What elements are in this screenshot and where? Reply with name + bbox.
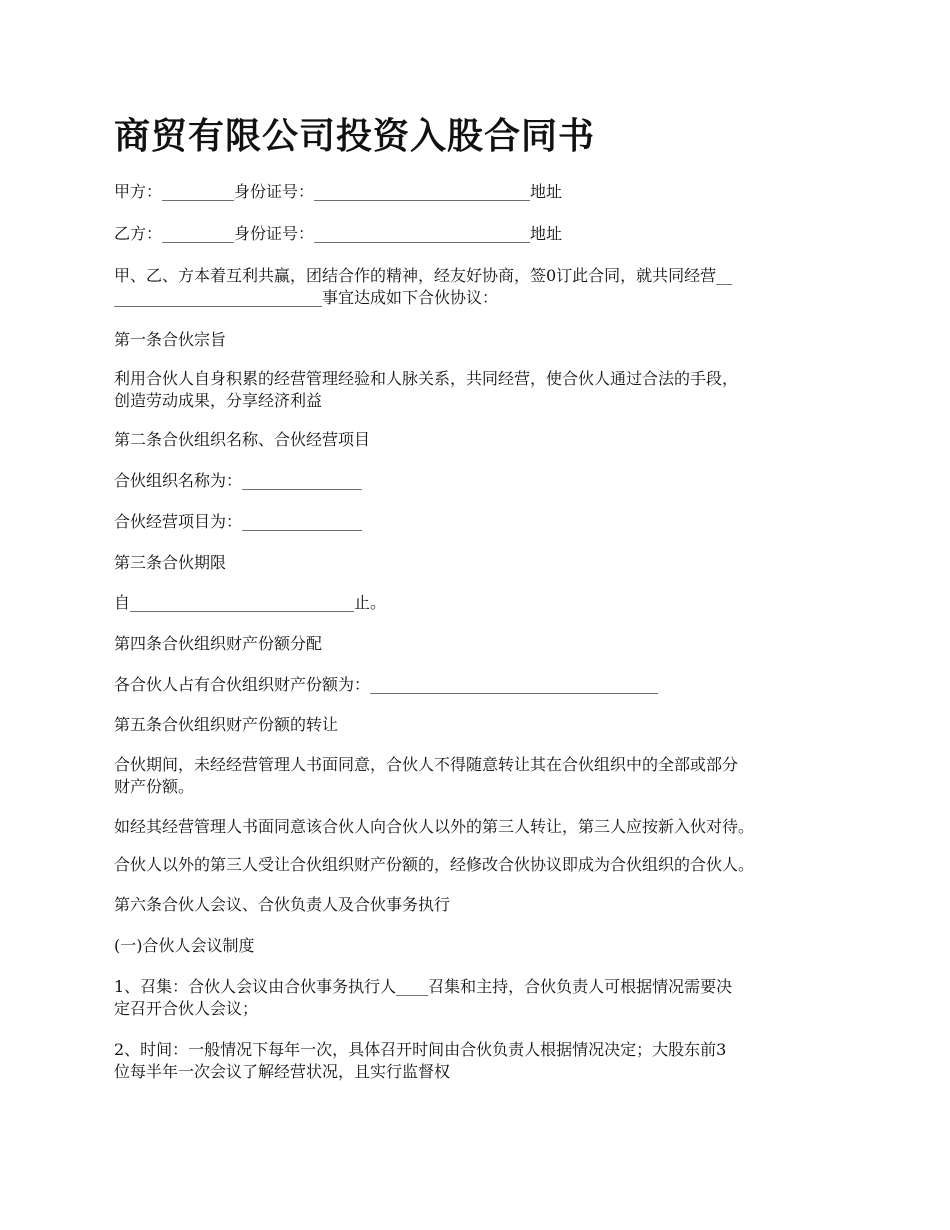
meeting-time-line: 位每半年一次会议了解经营状况，且实行监督权	[114, 1062, 451, 1081]
article-1-line: 创造劳动成果，分享经济利益	[114, 391, 323, 410]
article-5-line: 合伙期间，未经经营管理人书面同意，合伙人不得随意转让其在合伙组织中的全部或部分	[114, 755, 739, 774]
intro-paragraph	[114, 265, 844, 309]
article-5-heading: 第五条合伙组织财产份额的转让	[114, 715, 339, 734]
article-6-heading: 第六条合伙人会议、合伙负责人及合伙事务执行	[114, 895, 451, 914]
partnership-name-line: 合伙组织名称为：_______________	[114, 471, 363, 490]
article-1-heading: 第一条合伙宗旨	[114, 330, 227, 349]
article-5-paragraph-1	[114, 754, 844, 798]
meeting-time-item	[114, 1039, 844, 1083]
article-5-paragraph-3: 合伙人以外的第三人受让合伙组织财产份额的，经修改合伙协议即成为合伙组织的合伙人。	[114, 855, 755, 874]
intro-line: __________________________事宜达成如下合伙协议：	[114, 288, 499, 307]
meeting-time-line: 2、时间：一般情况下每年一次，具体召开时间由合伙负责人根据情况决定；大股东前3	[114, 1040, 727, 1059]
article-5-paragraph-2: 如经其经营管理人书面同意该合伙人向合伙人以外的第三人转让，第三人应按新入伙对待。	[114, 817, 755, 836]
document-title: 商贸有限公司投资入股合同书	[114, 115, 596, 157]
article-4-heading: 第四条合伙组织财产份额分配	[114, 634, 323, 653]
party-a-line: 甲方：_________身份证号：___________________________地址	[114, 182, 563, 201]
party-b-line: 乙方：_________身份证号：___________________________地址	[114, 224, 563, 243]
article-1-line: 利用合伙人自身积累的经营管理经验和人脉关系，共同经营，使合伙人通过合法的手段，	[114, 369, 739, 388]
share-allocation-line: 各合伙人占有合伙组织财产份额为：____________________________________	[114, 675, 659, 694]
term-line: 自____________________________止。	[114, 593, 387, 612]
article-2-heading: 第二条合伙组织名称、合伙经营项目	[114, 430, 371, 449]
intro-line: 甲、乙、方本着互利共赢，团结合作的精神，经友好协商，签0订此合同，就共同经营__	[114, 266, 733, 285]
meeting-system-subheading: (一)合伙人会议制度	[114, 936, 255, 955]
convening-line: 定召开合伙人会议；	[114, 999, 259, 1018]
article-5-line: 财产份额。	[114, 777, 195, 796]
article-3-heading: 第三条合伙期限	[114, 553, 227, 572]
convening-item	[114, 976, 844, 1020]
convening-line: 1、召集：合伙人会议由合伙事务执行人____召集和主持，合伙负责人可根据情况需要决	[114, 977, 733, 996]
article-1-paragraph	[114, 368, 844, 412]
business-project-line: 合伙经营项目为：_______________	[114, 512, 363, 531]
